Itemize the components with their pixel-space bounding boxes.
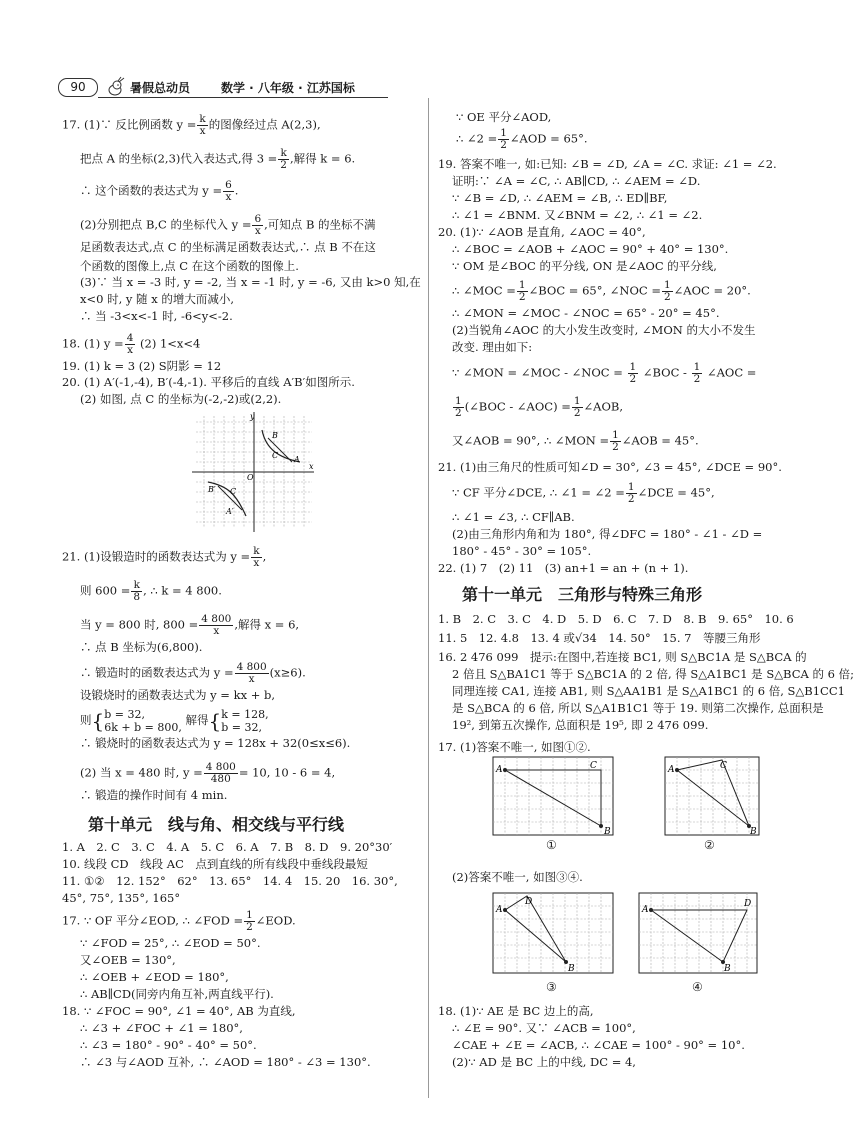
figure-caption: ④ xyxy=(692,980,703,994)
answer-line: 45°, 75°, 135°, 165° xyxy=(62,891,181,905)
answer-line: 22. (1) 7 (2) 11 (3) an+1 = an + (n + 1). xyxy=(438,561,689,575)
answer-line: ∴ ∠MOC = $\frac{1}{2}$ ∠BOC = 65°, ∠NOC = $\frac{1}{2}$ ∠AOC = 20°. xyxy=(452,279,751,303)
point-label: B xyxy=(724,964,731,974)
coordinate-graph xyxy=(190,410,318,534)
point-label: B xyxy=(568,964,575,974)
answer-line: 11. 5 12. 4.8 13. 4 或√34 14. 50° 15. 7 等腰三角形 xyxy=(438,631,761,645)
answer-line: 证明:∵ ∠A = ∠C, ∴ AB∥CD, ∴ ∠AEM = ∠D. xyxy=(452,174,701,188)
answer-line: ∴ ∠OEB + ∠EOD = 180°, xyxy=(80,970,229,984)
unit-11-title: 第十一单元 三角形与特殊三角形 xyxy=(462,585,703,604)
answer-line: 2 倍且 S△BA1C1 等于 S△BC1A 的 2 倍, 得 S△A1BC1 是 S△BCA 的 6 倍; xyxy=(452,667,854,681)
answer-line: 把点 A 的坐标(2,3)代入表达式,得 3 = $\frac{k}{2}$ ,解得 k = 6. xyxy=(80,147,356,171)
point-label: A xyxy=(642,905,649,915)
answer-line: ∠CAE + ∠E = ∠ACB, ∴ ∠CAE = 100° - 90° = 10°. xyxy=(452,1038,745,1052)
point-label: A′ xyxy=(226,507,234,516)
answer-line: 19. 答案不唯一, 如:已知: ∠B = ∠D, ∠A = ∠C. 求证: ∠1 = ∠2. xyxy=(438,157,777,171)
answer-line: 19. (1) k = 3 (2) S阴影 = 12 xyxy=(62,359,222,373)
answer-line: (2)当锐角∠AOC 的大小发生改变时, ∠MON 的大小不发生 xyxy=(452,323,756,337)
answer-line: (3)∵ 当 x = -3 时, y = -2, 当 x = -1 时, y = -6, 又由 k>0 知,在 xyxy=(80,275,421,289)
point-label: D xyxy=(744,899,752,909)
answer-line: ∵ ∠MON = ∠MOC - ∠NOC = $\frac{1}{2}$ ∠BOC - $\frac{1}{2}$ ∠AOC = xyxy=(452,361,757,385)
answer-line: 18. (1)∵ AE 是 BC 边上的高, xyxy=(438,1004,594,1018)
answer-line: ∴ ∠3 = 180° - 90° - 40° = 50°. xyxy=(80,1038,257,1052)
answer-line: 17. (1)∵ 反比例函数 y = $\frac{k}{x}$ 的图像经过点 A(2,3), xyxy=(62,113,321,137)
answer-line: 又∠OEB = 130°, xyxy=(80,953,176,967)
answer-line: 则{ b = 32, 6k + b = 800, 解得{ k = 128, b = 32, xyxy=(80,708,269,734)
answer-line: ∴ ∠MON = ∠MOC - ∠NOC = 65° - 20° = 45°. xyxy=(452,306,720,320)
mascot-icon xyxy=(104,76,126,98)
grid-figure-1 xyxy=(492,756,614,836)
point-label: O xyxy=(247,473,254,482)
answer-line: ∴ 锻造时的函数表达式为 y = $\frac{4 800}{x}$ (x≥6). xyxy=(80,661,306,685)
answer-line: (2)答案不唯一, 如图③④. xyxy=(452,870,583,884)
answer-line: ∴ 点 B 坐标为(6,800). xyxy=(80,640,203,654)
point-label: B xyxy=(750,827,757,837)
answer-line: 21. (1)设锻造时的函数表达式为 y = $\frac{k}{x}$ , xyxy=(62,545,267,569)
answer-line: 当 y = 800 时, 800 = $\frac{4 800}{x}$ ,解得 x = 6, xyxy=(80,613,300,637)
answer-line: 改变. 理由如下: xyxy=(452,340,533,354)
answer-line: ∴ ∠BOC = ∠AOB + ∠AOC = 90° + 40° = 130°. xyxy=(452,242,729,256)
point-label: C xyxy=(272,451,279,460)
answer-line: ∵ ∠FOD = 25°, ∴ ∠EOD = 50°. xyxy=(80,936,261,950)
subject-label: 数学 · 八年级 · 江苏国标 xyxy=(221,81,355,95)
answer-line: 17. (1)答案不唯一, 如图①②. xyxy=(438,740,591,754)
answer-line: ∵ ∠B = ∠D, ∴ ∠AEM = ∠B, ∴ ED∥BF, xyxy=(452,191,668,205)
point-label: D xyxy=(525,897,533,907)
answer-line: (2)分别把点 B,C 的坐标代入 y = $\frac{6}{x}$ ,可知点 B 的坐标不满 xyxy=(80,213,376,237)
answer-line: (2)由三角形内角和为 180°, 得∠DFC = 180° - ∠1 - ∠D = xyxy=(452,527,763,541)
figure-caption: ② xyxy=(704,838,715,852)
point-label: A xyxy=(496,765,503,775)
answer-line: 同理连接 CA1, 连接 AB1, 则 S△AA1B1 是 S△A1BC1 的 6 倍, S△B1CC1 xyxy=(452,684,845,698)
answer-line: ∴ ∠1 = ∠BNM. 又∠BNM = ∠2, ∴ ∠1 = ∠2. xyxy=(452,208,703,222)
answer-line: (2)∵ AD 是 BC 上的中线, DC = 4, xyxy=(452,1055,636,1069)
answer-line: 1. A 2. C 3. C 4. A 5. C 6. A 7. B 8. D 9. 20°30′ xyxy=(62,840,393,854)
answer-line: ∴ ∠1 = ∠3, ∴ CF∥AB. xyxy=(452,510,575,524)
answer-line: 个函数的图像上,点 C 在这个函数的图像上. xyxy=(80,259,299,273)
figure-caption: ③ xyxy=(546,980,557,994)
point-label: C xyxy=(590,761,597,771)
answer-line: 1. B 2. C 3. C 4. D 5. D 6. C 7. D 8. B 9. 65° 10. 6 xyxy=(438,612,794,626)
answer-line: 16. 2 476 099 提示:在图中,若连接 BC1, 则 S△BC1A 是 S△BCA 的 xyxy=(438,650,807,664)
answer-line: ∴ ∠2 = $\frac{1}{2}$ ∠AOD = 65°. xyxy=(456,127,588,151)
answer-line: ∵ OM 是∠BOC 的平分线, ON 是∠AOC 的平分线, xyxy=(452,259,717,273)
point-label: C xyxy=(230,487,237,496)
answer-line: 21. (1)由三角尺的性质可知∠D = 30°, ∠3 = 45°, ∠DCE = 90°. xyxy=(438,460,782,474)
point-label: A xyxy=(496,905,503,915)
grid-figure-3 xyxy=(492,892,614,974)
answer-line: ∴ AB∥CD(同旁内角互补,两直线平行). xyxy=(80,987,274,1001)
answer-line: 20. (1) A′(-1,-4), B′(-4,-1). 平移后的直线 A′B′如图所示. xyxy=(62,375,355,389)
answer-line: 17. ∵ OF 平分∠EOD, ∴ ∠FOD = $\frac{1}{2}$ ∠EOD. xyxy=(62,909,296,933)
answer-line: x<0 时, y 随 x 的增大而减小, xyxy=(80,292,235,306)
answer-line: 是 S△BCA 的 6 倍, 所以 S△A1B1C1 等于 19. 则第二次操作, 总面积是 xyxy=(452,701,824,715)
answer-line: 18. (1) y = $\frac{4}{x}$ (2) 1<x<4 xyxy=(62,332,201,356)
unit-10-title: 第十单元 线与角、相交线与平行线 xyxy=(88,815,345,834)
page-number: 90 xyxy=(58,78,98,97)
answer-line: ∴ ∠E = 90°. 又∵ ∠ACB = 100°, xyxy=(452,1021,636,1035)
answer-line: ∴ 这个函数的表达式为 y = $\frac{6}{x}$ . xyxy=(80,179,239,203)
answer-line: ∴ ∠3 + ∠FOC + ∠1 = 180°, xyxy=(80,1021,243,1035)
answer-line: 足函数表达式,点 C 的坐标满足函数表达式,∴ 点 B 不在这 xyxy=(80,240,376,254)
answer-line: 18. ∵ ∠FOC = 90°, ∠1 = 40°, AB 为直线, xyxy=(62,1004,296,1018)
point-label: B′ xyxy=(208,485,216,494)
answer-line: ∴ 锻烧时的函数表达式为 y = 128x + 32(0≤x≤6). xyxy=(80,736,351,750)
answer-line: ∴ ∠3 与∠AOD 互补, ∴ ∠AOD = 180° - ∠3 = 130°. xyxy=(80,1055,371,1069)
answer-line: ∴ 当 -3<x<-1 时, -6<y<-2. xyxy=(80,309,233,323)
book-title: 暑假总动员 xyxy=(130,81,191,95)
answer-line: 10. 线段 CD 线段 AC 点到直线的所有线段中垂线段最短 xyxy=(62,857,368,871)
answer-line: ∵ OE 平分∠AOD, xyxy=(456,110,552,124)
point-label: C xyxy=(720,761,727,771)
point-label: A xyxy=(294,455,300,464)
answer-line: 180° - 45° - 30° = 105°. xyxy=(452,544,592,558)
answer-line: (2) 当 x = 480 时, y = $\frac{4 800}{480}$ = 10, 10 - 6 = 4, xyxy=(80,761,336,785)
point-label: B xyxy=(604,827,611,837)
column-divider xyxy=(428,98,429,1098)
header-rule xyxy=(98,97,388,98)
grid-figure-2 xyxy=(664,756,760,836)
answer-line: 19², 到第五次操作, 总面积是 19⁵, 即 2 476 099. xyxy=(452,718,709,732)
answer-line: 设锻烧时的函数表达式为 y = kx + b, xyxy=(80,688,276,702)
answer-line: $\frac{1}{2}$ (∠BOC - ∠AOC) = $\frac{1}{2}$ ∠AOB, xyxy=(455,395,624,419)
answer-line: 又∠AOB = 90°, ∴ ∠MON = $\frac{1}{2}$ ∠AOB = 45°. xyxy=(452,429,699,453)
answer-line: ∴ 锻造的操作时间有 4 min. xyxy=(80,788,228,802)
axis-label: y xyxy=(250,412,255,421)
answer-line: (2) 如图, 点 C 的坐标为(-2,-2)或(2,2). xyxy=(80,392,282,406)
figure-caption: ① xyxy=(546,838,557,852)
answer-line: ∵ CF 平分∠DCE, ∴ ∠1 = ∠2 = $\frac{1}{2}$ ∠DCE = 45°, xyxy=(452,481,715,505)
grid-figure-4 xyxy=(638,892,758,974)
answer-line: 11. ①② 12. 152° 62° 13. 65° 14. 4 15. 20 16. 30°, xyxy=(62,874,398,888)
axis-label: x xyxy=(309,462,314,471)
page-header xyxy=(58,76,388,98)
answer-line: 20. (1)∵ ∠AOB 是直角, ∠AOC = 40°, xyxy=(438,225,646,239)
point-label: A xyxy=(668,765,675,775)
point-label: B xyxy=(272,431,278,440)
answer-line: 则 600 = $\frac{k}{8}$ , ∴ k = 4 800. xyxy=(80,579,222,603)
